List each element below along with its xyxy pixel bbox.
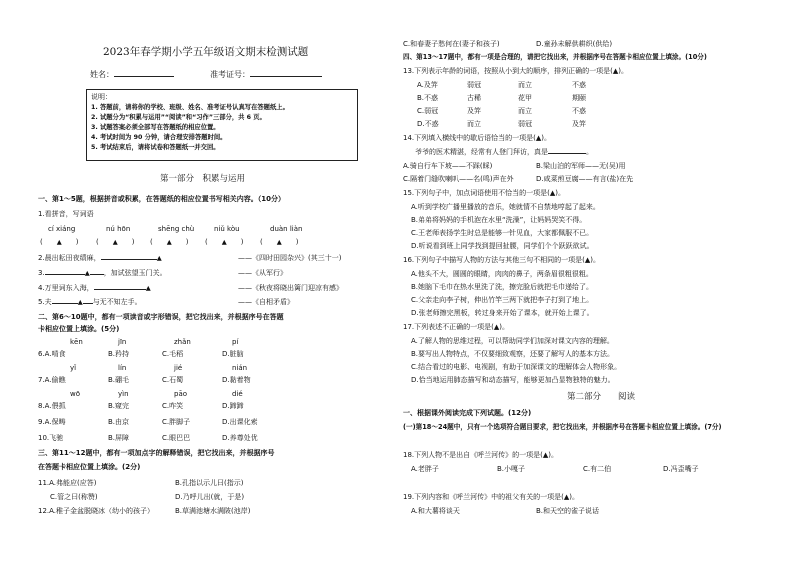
q3-blank[interactable] — [90, 274, 104, 275]
option[interactable]: D.童孙未解供耕织(供给) — [536, 40, 613, 48]
option[interactable]: B.小嘎子 — [497, 465, 526, 473]
option-word: 及笄 — [572, 120, 586, 128]
pinyin: dié — [232, 390, 243, 398]
section3-heading: 三、第11～12题中，都有一项加点字的解释错误，把它找出来，并根据序号 — [38, 449, 275, 457]
option[interactable]: A.骑自行车下坡——不踩(睬) — [403, 162, 493, 170]
q5 — [38, 298, 142, 307]
option[interactable]: B.窥完 — [108, 402, 130, 410]
answer-blank[interactable]: ( ▲ ) — [150, 238, 189, 246]
option[interactable]: D.恰当地运用肺态描写和动态描写，能够更加凸显物独特的魅力。 — [411, 376, 615, 384]
option[interactable]: C.毛稻 — [162, 350, 184, 358]
q3: 3. ▲ ，加试弦望玉门关。 — [38, 269, 167, 277]
part2-title: 第二部分 阅读 — [567, 392, 636, 402]
q3-source: ——《从军行》 — [238, 269, 287, 277]
pinyin: cí xiáng — [48, 225, 76, 233]
pinyin: yǐ — [70, 364, 77, 372]
option[interactable]: B.硼毛 — [108, 376, 130, 384]
q13: 13.下列表示年龄的词语，按照从小到大的顺序，排列正确的一项是(▲)。 — [403, 67, 628, 75]
triangle-marker: ▲ — [112, 238, 118, 246]
triangle-marker: ▲ — [56, 238, 62, 246]
q3-text: ，加试弦望玉门关。 — [103, 269, 167, 277]
section2-heading-cont: 卡相应位置上填涂。(5分) — [38, 325, 120, 333]
q5-text: 与无不知左手。 — [92, 298, 142, 306]
option[interactable]: 7.A.偷瞧 — [38, 376, 66, 384]
option[interactable]: D.听说看到班上同学找到提回扯腰，同学们个个跃跃欲试。 — [411, 242, 594, 250]
option[interactable]: B.不惑 — [417, 94, 439, 102]
option[interactable]: C.父亲走向李子树，伸出竹竿三两下就把李子打到了地上。 — [411, 296, 594, 304]
instruction-item: 1. 答题前，请将你的学校、班级、姓名、准考证号认真写在答题纸上。 — [91, 104, 289, 111]
option[interactable]: 8.A.偎抓 — [38, 402, 66, 410]
option[interactable]: D.脏脑 — [222, 350, 244, 358]
option[interactable]: B.屏障 — [108, 434, 130, 442]
option[interactable]: C.胖脚子 — [162, 418, 191, 426]
name-blank[interactable] — [114, 76, 174, 77]
option[interactable]: A.了解人物的思维过程，可以帮助同学们加深对课文内容的理解。 — [411, 337, 614, 345]
q2-text: 2.晨出耘田夜绩麻， — [38, 254, 101, 262]
option[interactable]: 9.A.保畴 — [38, 418, 66, 426]
answer-blank[interactable]: ( ▲ ) — [205, 238, 244, 246]
answer-blank[interactable]: ( ▲ ) — [96, 238, 135, 246]
exam-title: 2023年春学期小学五年级语文期末检测试题 — [103, 46, 309, 58]
option[interactable]: B.要写出人物特点，不仅要细致观察，还要了解写人的基本方法。 — [411, 350, 615, 358]
q17: 17.下列表述不正确的一项是(▲)。 — [403, 323, 509, 331]
option[interactable]: A.听到学校广播里播放的音乐，她就情不自禁地哼起了起来。 — [411, 203, 600, 211]
q1-label: 1.看拼音，写词语 — [38, 210, 94, 218]
triangle-marker: ▲ — [77, 298, 83, 306]
q18: 18.下列人物不是出自《呼兰河传》的一项是(▲)。 — [403, 451, 558, 459]
option[interactable]: B.孔指以示儿曰(指示) — [175, 479, 244, 487]
triangle-marker: ▲ — [221, 238, 227, 246]
part1-title: 第一部分 积累与运用 — [160, 174, 246, 184]
option[interactable]: B.矜持 — [108, 350, 130, 358]
instructions-heading: 说明： — [91, 93, 112, 101]
option[interactable]: C.王老师表扬学生时总是能够一针见血，大家都佩服不已。 — [411, 229, 594, 237]
option[interactable]: 11.A.弗能应(应答) — [38, 479, 97, 487]
option[interactable]: A.及笄 — [417, 81, 438, 89]
instruction-item: 2. 试题分为“积累与运用”“阅读”和“习作”三部分，共 6 页。 — [91, 114, 266, 121]
pinyin: kēn — [70, 338, 83, 346]
option-word: 古稀 — [467, 94, 481, 102]
option-word: 不惑 — [572, 107, 586, 115]
option-word: 而立 — [518, 107, 532, 115]
pinyin: jīn — [118, 338, 127, 346]
option[interactable]: 6.A.啃食 — [38, 350, 66, 358]
pinyin: nú hōn — [106, 225, 131, 233]
pinyin: pāo — [174, 390, 188, 398]
option[interactable]: B.和天空的雀子说话 — [536, 507, 600, 515]
option[interactable]: D.出课化索 — [222, 418, 258, 426]
option[interactable]: B.草满池塘水满陂(池岸) — [175, 507, 251, 515]
triangle-marker: ▲ — [156, 254, 162, 262]
option[interactable]: D.黏着物 — [222, 376, 251, 384]
instruction-item: 3. 试题答案必须全部写在答题纸的相应位置。 — [91, 124, 220, 131]
pinyin: nián — [232, 364, 248, 372]
q2-source: ——《四时田园杂兴》(其三十一) — [238, 254, 342, 262]
option[interactable]: C.眼巴巴 — [162, 434, 191, 442]
option[interactable]: C.有二伯 — [583, 465, 612, 473]
section5-subheading: (一)第18～24题中，只有一个选项符合题目要求，把它找出来，并根据序号在答题卡相应位置上填涂。(7分) — [403, 423, 722, 431]
pinyin: lín — [118, 364, 127, 372]
q4-blank[interactable] — [94, 289, 146, 290]
q14: 14.下列填入横线中的歇后语恰当的一项是(▲)。 — [403, 134, 551, 142]
triangle-marker: ▲ — [145, 284, 151, 292]
option[interactable]: 12.A.稚子金盆脱晓冰（幼小的孩子） — [38, 507, 155, 515]
q14-blank[interactable] — [548, 153, 586, 154]
option[interactable]: C.隔着门缝吹喇叭——名(鸣)声在外 — [403, 175, 514, 183]
pinyin: zhǎn — [174, 338, 191, 346]
q16: 16.下列句子中描写人物的方法与其他三句不相同的一项是(▲)。 — [403, 256, 600, 264]
name-label: 姓名： — [90, 70, 114, 79]
ticket-field[interactable] — [210, 70, 322, 80]
name-field[interactable] — [90, 70, 174, 80]
instruction-item: 4. 考试时间为 90 分钟，请合理安排答题时间。 — [91, 134, 227, 141]
section4-heading: 四、第13～17题中，都有一项是合理的，请把它找出来，并根据序号在答题卡相应位置上填涂。(10分) — [403, 53, 707, 61]
pinyin: shēng chù — [158, 225, 195, 233]
option[interactable]: C.结合看过的电影、电视剧，有助于加深课文的理解体会人物形象。 — [411, 363, 622, 371]
q15: 15.下列句子中，加点词语使用不恰当的一项是(▲)。 — [403, 189, 565, 197]
option[interactable]: B.由京 — [108, 418, 130, 426]
instruction-item: 5. 考试结束后，请将试卷和答题纸一并交回。 — [91, 144, 220, 151]
pinyin: niǔ kòu — [214, 225, 240, 233]
ticket-label: 准考证号： — [210, 70, 250, 79]
option[interactable]: A.老胖子 — [411, 465, 439, 473]
option[interactable]: B.她脑下毛巾在热水里洗了洗，擦完脸后就把毛巾递给了。 — [411, 283, 594, 291]
pinyin: yìn — [118, 390, 129, 398]
q4 — [38, 284, 151, 293]
option[interactable]: D.不惑 — [417, 120, 439, 128]
pinyin: duàn liàn — [270, 225, 303, 233]
option[interactable]: C.弱冠 — [417, 107, 439, 115]
option[interactable]: B.弟弟将妈妈的手机泡在水里“洗澡”，让妈妈哭笑不得。 — [411, 216, 587, 224]
q2-blank[interactable] — [101, 259, 157, 260]
triangle-marker: ▲ — [276, 238, 282, 246]
option[interactable]: C.和春妻子愁何在(妻子和孩子) — [403, 40, 500, 48]
pinyin: pí — [232, 338, 239, 346]
q14-sentence-text: 爷爷的医术精湛，经常有人登门拜访，真是 — [415, 148, 548, 156]
triangle-marker: ▲ — [166, 238, 172, 246]
section3-heading-cont: 在答题卡相应位置上填涂。(2分) — [38, 463, 141, 471]
q4-text: 4.万里词东入海， — [38, 284, 94, 292]
instructions-box — [86, 89, 358, 161]
option[interactable]: B.梁山泊的军师——无(吴)用 — [536, 162, 626, 170]
q14-sentence: 爷爷的医术精湛，经常有人登门拜访，真是 。 — [415, 148, 593, 156]
ticket-blank[interactable] — [250, 76, 322, 77]
q2 — [38, 254, 162, 263]
option-word: 而立 — [518, 81, 532, 89]
option-word: 期颐 — [572, 94, 586, 102]
q4-source: ——《秋夜将晓出篱门迎凉有感》 — [238, 284, 343, 292]
section2-heading: 二、第6～10题中，都有一项读音或字形错误，把它找出来，并根据序号在答题 — [38, 313, 284, 321]
option[interactable]: C.石蜀 — [162, 376, 184, 384]
option-word: 及笄 — [467, 107, 481, 115]
answer-blank[interactable]: ( ▲ ) — [40, 238, 79, 246]
pinyin: jié — [174, 364, 183, 372]
option[interactable]: C.管之曰(称赞) — [50, 493, 98, 501]
option[interactable]: D.蹄蹄 — [222, 402, 244, 410]
option-word: 而立 — [467, 120, 481, 128]
option-word: 弱冠 — [518, 120, 532, 128]
q19: 19.下列内容和《呼兰河传》中的祖父有关的一项是(▲)。 — [403, 493, 579, 501]
q5-blank[interactable] — [52, 303, 78, 304]
option[interactable]: D.张老师擦完黑板，转过身来开始了课本，就开始上课了。 — [411, 309, 594, 317]
q3-blank[interactable] — [45, 274, 85, 275]
triangle-marker: ▲ — [84, 269, 90, 277]
answer-blank[interactable]: ( ▲ ) — [260, 238, 299, 246]
option[interactable]: 10.飞驰 — [38, 434, 64, 442]
option[interactable]: A.和大薯将谈天 — [411, 507, 460, 515]
q5-blank[interactable] — [83, 303, 93, 304]
option[interactable]: D.养尊处优 — [222, 434, 258, 442]
pinyin: wō — [70, 390, 81, 398]
option[interactable]: A.他头不大，圆圆的眼睛，肉肉的鼻子，两条眉很粗很粗。 — [411, 270, 593, 278]
option-word: 不惑 — [572, 81, 586, 89]
option[interactable]: C.咋笑 — [162, 402, 184, 410]
section5-heading: 一、根据课外阅读完成下列试题。(12分) — [403, 409, 532, 417]
section1-heading: 一、第1～5题，根据拼音或积累，在答题纸的相应位置书写相关内容。（10分） — [38, 195, 285, 203]
option[interactable]: D.冯歪嘴子 — [663, 465, 699, 473]
q5-text: 5.夫 — [38, 298, 52, 306]
option-word: 弱冠 — [467, 81, 481, 89]
option[interactable]: D.乃呼儿出(就，于是) — [175, 493, 245, 501]
option-word: 花甲 — [518, 94, 532, 102]
option[interactable]: D.咸菜煎豆腐——有言(盐)在先 — [536, 175, 634, 183]
q5-source: ——《自相矛盾》 — [238, 298, 294, 306]
